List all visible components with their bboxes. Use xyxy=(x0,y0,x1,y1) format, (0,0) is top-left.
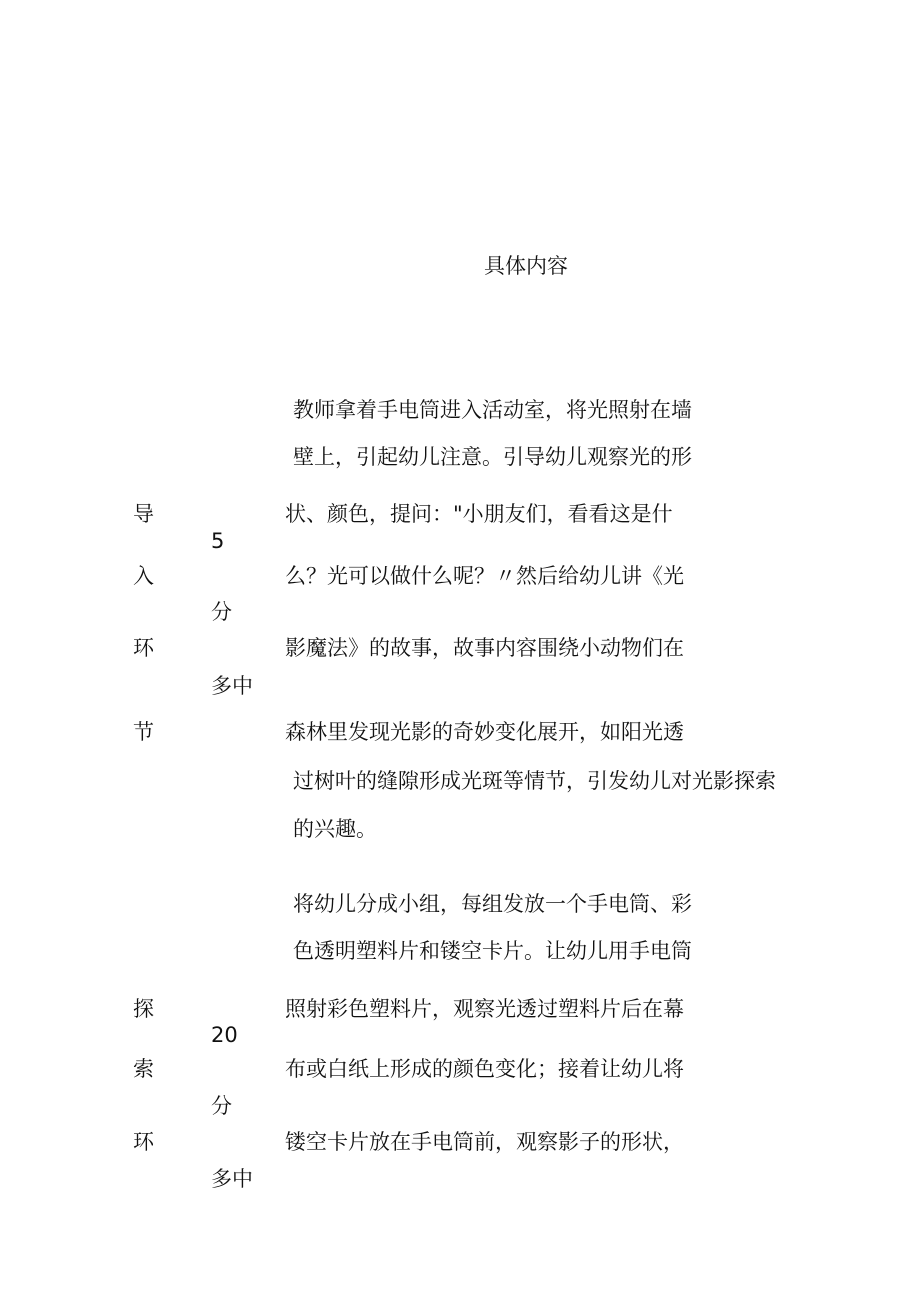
content-line: 教师拿着手电筒进入活动室，将光照射在墙 xyxy=(293,398,692,422)
content-line: 布或白纸上形成的颜色变化；接着让幼儿将 xyxy=(285,1057,684,1081)
content-line: 过树叶的缝隙形成光斑等情节，引发幼儿对光影探索 xyxy=(293,769,776,793)
stage-label-char: 入 xyxy=(133,564,154,588)
column-header: 具体内容 xyxy=(484,254,568,278)
time-unit: 分 xyxy=(211,1094,232,1118)
content-line: 状、颜色，提问："小朋友们，看看这是什 xyxy=(285,502,673,526)
content-line: 镂空卡片放在手电筒前，观察影子的形状， xyxy=(285,1130,684,1154)
stage-label-char: 导 xyxy=(133,502,154,526)
time-suffix: 多中 xyxy=(211,674,253,698)
content-line: 的兴趣。 xyxy=(293,817,377,841)
content-line: 壁上，引起幼儿注意。引导幼儿观察光的形 xyxy=(293,445,692,469)
content-line: 照射彩色塑料片，观察光透过塑料片后在幕 xyxy=(285,997,684,1021)
content-line: 将幼儿分成小组，每组发放一个手电筒、彩 xyxy=(293,892,692,916)
stage-label-char: 探 xyxy=(133,997,154,1021)
content-line: 么？光可以做什么呢？〃然后给幼儿讲《光 xyxy=(285,564,684,588)
stage-label-char: 索 xyxy=(133,1057,154,1081)
content-line: 影魔法》的故事，故事内容围绕小动物们在 xyxy=(285,636,684,660)
time-value: 20 xyxy=(211,1023,238,1047)
stage-label-char: 节 xyxy=(133,720,154,744)
content-line: 色透明塑料片和镂空卡片。让幼儿用手电筒 xyxy=(293,939,692,963)
time-value: 5 xyxy=(211,529,225,553)
content-line: 森林里发现光影的奇妙变化展开，如阳光透 xyxy=(285,720,684,744)
time-unit: 分 xyxy=(211,600,232,624)
stage-label-char: 环 xyxy=(133,636,154,660)
stage-label-char: 环 xyxy=(133,1130,154,1154)
time-suffix: 多中 xyxy=(211,1167,253,1191)
